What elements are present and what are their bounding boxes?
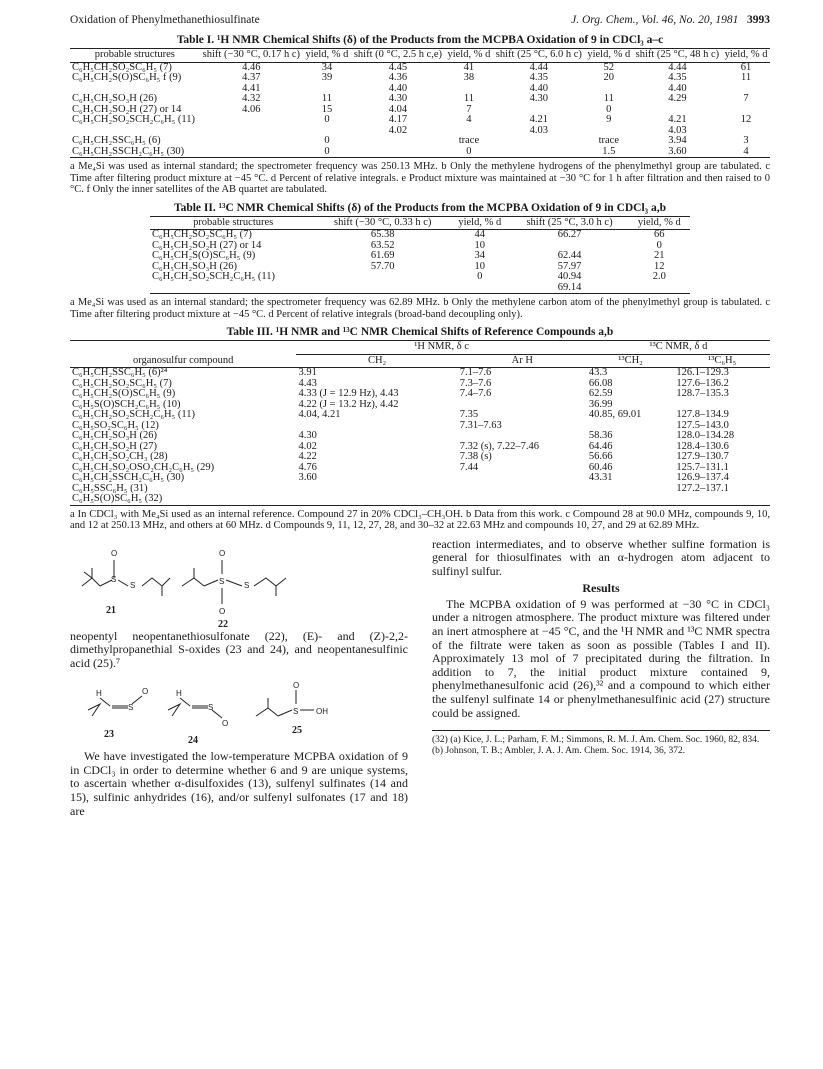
table3-cell: 7.31–7.63 <box>459 419 502 431</box>
table1-cell: 4.06 <box>242 103 261 115</box>
table3-row <box>70 484 770 495</box>
table2-cell: 12 <box>654 260 665 272</box>
table1-cell <box>200 126 303 137</box>
table1-cell: 11 <box>463 93 474 104</box>
table3-cell <box>674 494 770 505</box>
svg-text:O: O <box>293 681 300 691</box>
table2-cell: 44 <box>474 229 486 240</box>
right-paragraph-2: The MCPBA oxidation of 9 was performed at −30 °C in CDCl₃ under a nitrogen atmosphere. The product mixture was filtered under an inert atmosphere at −45 °C, and the ¹H NMR and ¹³C NMR spectra of the filtrate were taken as soon as possible (Tables I and II). Approximately 13 mol of 7 precipitated during the filtration. In addition to 7, the initial product mixture contained 9, phenylmethanesulfonic acid (26),³² and a compound to which either the sulfenyl sulfinate 14 or phenylmethanesulfinic acid (27) structure could be assigned. <box>432 596 770 720</box>
table3-cell <box>296 494 457 505</box>
table1-header-4: yield, % d <box>445 49 493 63</box>
table3-cell: 36.99 <box>588 398 613 410</box>
table3-cell: 128.7–135.3 <box>676 388 729 399</box>
table1-cell: 4.44 <box>529 61 549 73</box>
table3-caption: Table III. ¹H NMR and ¹³C NMR Chemical Shifts of Reference Compounds a,b <box>226 326 614 338</box>
table2-cell: 40.94 <box>557 271 582 282</box>
table3-cell: 127.5–143.0 <box>676 419 729 431</box>
table2 <box>150 216 690 295</box>
table3-cell: 127.6–136.2 <box>676 377 729 389</box>
table3-cell: 40.85, 69.01 <box>588 409 642 420</box>
table1-cell: 0 <box>606 103 612 115</box>
table1-cell: 4.30 <box>388 93 408 104</box>
structures-21-22 <box>70 538 408 630</box>
table1-cell: 1.5 <box>602 145 616 157</box>
table2-cell: C₆H₅CH₂S(O)SC₆H₅ (9) <box>152 250 256 261</box>
table1-header-8: yield, % d <box>722 49 770 63</box>
table1-cell: C₆H₅CH₂SO₂SC₆H₅ (7) <box>72 61 172 73</box>
table1-cell: 4.03 <box>668 124 687 136</box>
table1-cell: 4.40 <box>668 82 687 94</box>
table1-cell: 3.94 <box>668 135 687 146</box>
page <box>70 14 770 818</box>
table1-cell: C₆H₅CH₂SO₂SCH₂C₆H₅ (11) <box>72 114 195 125</box>
table1-cell <box>351 147 445 158</box>
svg-text:S: S <box>111 574 117 584</box>
table3-cell <box>458 494 587 505</box>
table3-row <box>70 431 770 442</box>
table3-cell: 127.8–134.9 <box>676 409 729 420</box>
table2-cell: 2.0 <box>652 271 666 282</box>
table3-cell: 64.46 <box>588 440 613 452</box>
table3-cell: 4.02 <box>298 440 317 452</box>
table2-cell <box>629 283 690 294</box>
svg-text:H: H <box>176 689 182 699</box>
table3-row <box>70 473 770 484</box>
table2-cell <box>449 283 510 294</box>
section-heading-results: Results <box>582 581 620 596</box>
table3-cell: 4.76 <box>298 461 317 473</box>
table1-cell: 4.35 <box>529 72 549 83</box>
table3-cell <box>587 484 675 495</box>
table3-cell: 4.33 (J = 12.9 Hz), 4.43 <box>298 388 399 399</box>
label-22: 22 <box>218 618 228 630</box>
table3-footnote: a In CDCl₃ with Me₄Si used as an internal reference. Compound 27 in 20% CDCl₃–CH₃OH. b Data from this work. c Compound 28 at 90.0 MHz, compounds 9, 10, and 12 at 250.13 MHz, and others at 60 MHz. d Compounds 9, 11, 12, 27, 28, and 30–32 at 22.63 MHz and compounds 10, 27, and 29 at 62.89 MHz. <box>70 508 770 531</box>
table2-cell: 34 <box>474 250 486 261</box>
table1-cell: 4.41 <box>242 82 261 94</box>
table1-cell: 9 <box>606 114 612 125</box>
left-paragraph-1: neopentyl neopentanethiosulfonate (22), (E)- and (Z)-2,2-dimethylpropanethial S-oxides (23 and 24), and neopentanesulfinic acid (25).⁷ <box>70 628 408 670</box>
structure-23-25-drawing <box>70 670 408 750</box>
table3-header-4: ¹³C₆H₅ <box>674 354 770 368</box>
table3-cell: 128.0–134.28 <box>676 430 735 441</box>
table1-cell: C₆H₅CH₂SSC₆H₅ (6) <box>72 135 161 146</box>
table3-row <box>70 421 770 432</box>
table3-cell: C₆H₅CH₂SO₃H (26) <box>72 430 157 441</box>
table3-group-13c: ¹³C NMR, δ d <box>587 341 770 355</box>
table1-cell: 4.46 <box>242 61 261 73</box>
table1-cell: 11 <box>603 93 614 104</box>
table1-cell: 4.40 <box>529 82 549 94</box>
table1-cell: 4 <box>466 114 472 125</box>
table1-cell: C₆H₅CH₂SO₃H (26) <box>72 93 157 104</box>
table1-row <box>70 147 770 158</box>
table2-cell: 69.14 <box>557 281 582 293</box>
table1-cell: 0 <box>324 114 330 125</box>
table2-row <box>150 230 690 241</box>
table1-row <box>70 126 770 137</box>
table3-group-1h: ¹H NMR, δ c <box>296 341 586 355</box>
table3-row <box>70 379 770 390</box>
running-head <box>70 14 770 30</box>
structure-21-22-drawing <box>70 538 408 630</box>
table1-cell: 0 <box>324 135 330 146</box>
table3-cell: 3.91 <box>298 367 317 378</box>
table1-cell: 4.04 <box>388 103 408 115</box>
table1-header-7: shift (25 °C, 48 h c) <box>633 49 722 63</box>
table2-row <box>150 251 690 262</box>
table1-header-2: yield, % d <box>303 49 351 63</box>
table2-cell <box>316 272 449 283</box>
table1-footnote: a Me₄Si was used as internal standard; the spectrometer frequency was 250.13 MHz. b Only the methylene hydrogens of the phenylmethyl group are tabulated. c Time after filtering product mixture at −45 °C. d Percent of relative integrals. e Product mixture was maintained at −30 °C for 1 h after filtration and then raised to 0 °C. f Only the inner satellites of the AB quartet are tabulated. <box>70 161 770 195</box>
table1-cell: 4.17 <box>388 114 408 125</box>
table1-cell: 3 <box>743 135 749 146</box>
table1-cell <box>351 136 445 147</box>
table1-cell: 4.44 <box>668 61 687 73</box>
table2-cell: 66.27 <box>557 229 582 240</box>
svg-text:S: S <box>293 707 299 717</box>
table1-cell: 41 <box>463 61 475 73</box>
table2-cell <box>150 283 316 294</box>
table1-cell: 12 <box>740 114 752 125</box>
table3-cell: 7.4–7.6 <box>459 388 492 399</box>
table1-header-1: shift (−30 °C, 0.17 h c) <box>200 49 303 63</box>
references: (32) (a) Kice, J. L.; Parham, F. M.; Simmons, R. M. J. Am. Chem. Soc. 1960, 82, 834. (b) Johnson, T. B.; Ambler, J. A. J. Am. Chem. Soc. 1914, 36, 372. <box>432 730 770 756</box>
table2-cell: 57.97 <box>557 260 582 272</box>
table2-row <box>150 283 690 294</box>
table1-header-3: shift (0 °C, 2.5 h c,e) <box>351 49 445 63</box>
table3-cell: 125.7–131.1 <box>676 461 729 473</box>
table2-cell: 10 <box>474 260 486 272</box>
table3-header-3: ¹³CH₂ <box>587 354 675 368</box>
table1-cell: 4.21 <box>668 114 687 125</box>
table2-cell: C₆H₅CH₂SO₂SC₆H₅ (7) <box>152 229 252 240</box>
table3-cell: 4.43 <box>298 377 317 389</box>
table1-cell: 7 <box>743 93 749 104</box>
table1-cell: 61 <box>740 61 752 73</box>
table1-cell: 4.32 <box>242 93 261 104</box>
table3-row <box>70 452 770 463</box>
table1-cell: 4 <box>743 145 749 157</box>
table2-cell: 62.44 <box>557 250 582 261</box>
table1-cell <box>493 147 585 158</box>
table3-cell <box>296 484 457 495</box>
table3-cell: 3.60 <box>298 472 317 483</box>
svg-text:S: S <box>208 703 214 713</box>
table1-cell: 4.02 <box>388 124 408 136</box>
table3-cell: C₆H₅SSC₆H₅ (31) <box>72 482 148 494</box>
table3-cell: 43.31 <box>588 472 613 483</box>
table3-cell: C₆H₅CH₂SO₂CH₃ (28) <box>72 451 168 462</box>
table1-cell: 0 <box>324 145 330 157</box>
table2-row <box>150 272 690 283</box>
svg-text:S: S <box>128 703 134 713</box>
table1-cell: 4.45 <box>388 61 408 73</box>
table3-cell <box>587 494 675 505</box>
table3-cell: C₆H₅CH₂SO₂OSO₂CH₂C₆H₅ (29) <box>72 461 215 473</box>
label-25: 25 <box>292 725 302 737</box>
table3-row <box>70 494 770 505</box>
table1-cell: 0 <box>466 145 472 157</box>
table1-cell <box>200 136 303 147</box>
table1-cell: 4.30 <box>529 93 549 104</box>
table3-cell: 4.04, 4.21 <box>298 409 341 420</box>
table3-cell <box>458 473 587 484</box>
table1-cell: C₆H₅CH₂SO₂H (27) or 14 <box>72 103 182 115</box>
table1-cell: trace <box>458 135 480 146</box>
table3-row <box>70 389 770 400</box>
svg-text:O: O <box>142 687 149 697</box>
table3-cell: C₆H₅CH₂S(O)SC₆H₅ (9) <box>72 388 176 399</box>
table1-cell: 52 <box>603 61 615 73</box>
table3-cell: C₆H₅S(O)SC₆H₅ (32) <box>72 493 163 504</box>
table3-cell: C₆H₅SO₂SC₆H₅ (12) <box>72 419 159 431</box>
table3-cell: 62.59 <box>588 388 613 399</box>
table2-cell: 57.70 <box>370 260 395 272</box>
svg-text:S: S <box>219 576 225 586</box>
table2-cell: 0 <box>477 271 483 282</box>
svg-text:OH: OH <box>316 707 328 717</box>
table2-cell: C₆H₅CH₂SO₂SCH₂C₆H₅ (11) <box>152 271 275 282</box>
table3-cell: 128.4–130.6 <box>676 440 729 452</box>
table1-cell: 34 <box>321 61 333 73</box>
table2-cell <box>316 283 449 294</box>
table2-cell: 61.69 <box>370 250 395 261</box>
table2-caption: Table II. ¹³C NMR Chemical Shifts (δ) of the Products from the MCPBA Oxidation of 9 in CDCl₃ a,b <box>173 201 667 214</box>
table1-row <box>70 136 770 147</box>
table3-cell: 60.46 <box>588 461 613 473</box>
table1-cell: 4.21 <box>529 114 549 125</box>
table3-cell <box>296 421 457 432</box>
table1 <box>70 48 770 158</box>
table1-cell: 11 <box>321 93 333 104</box>
table1-cell: C₆H₅CH₂SSCH₂C₆H₅ (30) <box>72 145 185 157</box>
svg-text:S: S <box>130 580 136 590</box>
table1-cell: 4.40 <box>388 82 408 94</box>
table2-cell: 10 <box>474 239 486 251</box>
table3-cell: 56.66 <box>588 451 613 462</box>
table1-cell: 4.29 <box>668 93 687 104</box>
table3-cell: 126.9–137.4 <box>676 472 729 483</box>
table1-cell <box>200 115 303 126</box>
body-columns <box>70 538 770 819</box>
table1-cell <box>200 147 303 158</box>
table2-footnote: a Me₄Si was used as an internal standard; the spectrometer frequency was 62.89 MHz. b Only the methylene carbon atom of the phenylmethyl group is tabulated. c Time after filtering product mixture at −45 °C. d Percent of relative integrals (broad-band decoupling only). <box>70 297 770 320</box>
table3-cell: 4.22 <box>298 451 317 462</box>
table1-header-0: probable structures <box>70 49 200 63</box>
table1-row <box>70 115 770 126</box>
right-column <box>432 538 770 819</box>
table3-row <box>70 410 770 421</box>
table3-cell: 7.38 (s) <box>459 451 492 462</box>
table2-header-0: probable structures <box>150 216 316 230</box>
left-paragraph-2: We have investigated the low-temperature MCPBA oxidation of 9 in CDCl₃ in order to determine whether 6 and 9 are unique systems, to ascertain whether α-disulfoxides (13), sulfenyl sulfinates (14 and 15), sulfinic anhydrides (16), and/or sulfenyl sulfonates (17 and 18) are <box>70 749 408 818</box>
table3-cell: 4.30 <box>298 430 317 441</box>
svg-text:O: O <box>219 548 226 558</box>
table3-cell: 7.3–7.6 <box>459 377 492 389</box>
table3-cell <box>458 431 587 442</box>
table1-cell: 4.36 <box>388 72 408 83</box>
page-number: 3993 <box>747 14 770 26</box>
svg-text:S: S <box>244 580 250 590</box>
table1-cell: C₆H₅CH₂S(O)SC₆H₅ f (9) <box>72 72 182 83</box>
table2-cell: 65.38 <box>370 229 395 240</box>
table2-cell: 66 <box>654 229 665 240</box>
table1-cell: 3.60 <box>668 145 687 157</box>
table1-cell: 15 <box>321 103 333 115</box>
table3-header-0: organosulfur compound <box>70 354 296 368</box>
svg-text:H: H <box>96 689 102 699</box>
table3-cell: 43.3 <box>588 367 608 378</box>
table3-cell: 4.22 (J = 13.2 Hz), 4.42 <box>298 398 399 410</box>
table3-header-1: CH₂ <box>296 354 457 368</box>
table2-cell: C₆H₅CH₂SO₃H (26) <box>152 260 237 272</box>
table1-header-6: yield, % d <box>585 49 633 63</box>
table3-row <box>70 442 770 453</box>
table1-cell: 4.35 <box>668 72 687 83</box>
table1-cell: trace <box>598 135 619 146</box>
table3-cell <box>458 484 587 495</box>
table3-cell: 126.1–129.3 <box>676 367 729 378</box>
table3-cell: 66.08 <box>588 377 613 389</box>
header-journal: J. Org. Chem., Vol. 46, No. 20, 1981 <box>571 14 739 26</box>
table1-caption: Table I. ¹H NMR Chemical Shifts (δ) of the Products from the MCPBA Oxidation of 9 in CDCl₃ a–c <box>176 34 664 46</box>
table1-row <box>70 84 770 95</box>
table3-cell: C₆H₅CH₂SO₂H (27) <box>72 440 157 452</box>
header-citation <box>571 14 770 30</box>
table2-cell: C₆H₅CH₂SO₂H (27) or 14 <box>152 239 262 251</box>
header-title: Oxidation of Phenylmethanethiosulfinate <box>70 14 260 26</box>
table1-cell: 4.03 <box>529 124 549 136</box>
table2-cell: 0 <box>656 239 662 251</box>
table1-cell: 39 <box>321 72 333 83</box>
label-21: 21 <box>106 604 116 616</box>
table3-row <box>70 368 770 379</box>
table3 <box>70 340 770 506</box>
table2-header-2: yield, % d <box>449 216 510 230</box>
table3-cell: C₆H₅CH₂SSCH₂C₆H₅ (30) <box>72 472 185 483</box>
svg-text:O: O <box>219 606 226 616</box>
table1-cell: 38 <box>463 72 475 83</box>
table3-cell: C₆H₅S(O)SCH₂C₆H₅ (10) <box>72 398 181 410</box>
table2-header-3: shift (25 °C, 3.0 h c) <box>510 216 628 230</box>
table3-cell: 127.2–137.1 <box>676 482 729 494</box>
table3-cell: C₆H₅CH₂SO₂SC₆H₅ (7) <box>72 377 172 389</box>
right-paragraph-1: reaction intermediates, and to observe whether sulfine formation is general for thiosulfinates with an α-hydrogen atom adjacent to sulfinyl sulfur. <box>432 536 770 578</box>
table1-row <box>70 73 770 84</box>
table3-cell: 7.32 (s), 7.22–7.46 <box>459 440 540 452</box>
table1-cell <box>493 136 585 147</box>
table2-cell: 63.52 <box>370 239 395 251</box>
table3-cell: C₆H₅CH₂SSC₆H₅ (6)²⁴ <box>72 367 168 378</box>
table3-cell: 7.44 <box>459 461 479 473</box>
table1-cell: 11 <box>740 72 752 83</box>
table1-header-5: shift (25 °C, 6.0 h c) <box>493 49 585 63</box>
table2-cell: 21 <box>654 250 665 261</box>
table3-cell: 58.36 <box>588 430 613 441</box>
table1-cell: 4.37 <box>242 72 261 83</box>
table3-cell: 7.1–7.6 <box>459 367 492 378</box>
table3-cell: 127.9–130.7 <box>676 451 729 462</box>
svg-text:O: O <box>111 548 118 558</box>
table1-row <box>70 94 770 105</box>
table3-cell: 7.35 <box>459 409 479 420</box>
table3-cell: C₆H₅CH₂SO₂SCH₂C₆H₅ (11) <box>72 409 195 420</box>
svg-text:O: O <box>222 719 229 729</box>
label-23: 23 <box>104 729 114 741</box>
structures-23-25 <box>70 670 408 750</box>
label-24: 24 <box>188 735 198 747</box>
table1-cell: 20 <box>603 72 615 83</box>
table1-cell: 7 <box>466 103 472 115</box>
table2-header-1: shift (−30 °C, 0.33 h c) <box>316 216 449 230</box>
left-column <box>70 538 408 819</box>
table2-header-4: yield, % d <box>629 216 690 230</box>
table3-header-2: Ar H <box>458 354 587 368</box>
